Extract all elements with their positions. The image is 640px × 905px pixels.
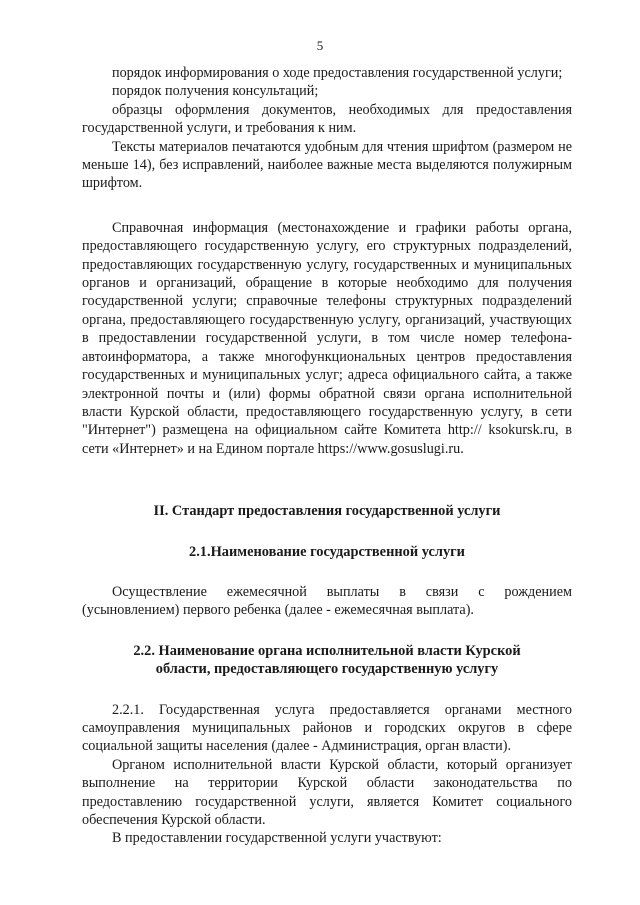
paragraph-2-2-1: 2.2.1. Государственная услуга предоставляется органами местного самоуправления муниципальных районов и городских округов в сфере социальной защиты населения (далее - Администрация, орган власти). xyxy=(82,701,572,755)
paragraph-document-samples: образцы оформления документов, необходимых для предоставления государственной услуги, и требования к ним. xyxy=(82,101,572,137)
spacer xyxy=(82,521,572,543)
spacer xyxy=(82,620,572,642)
page-content xyxy=(82,64,572,848)
paragraph-executive-organ: Органом исполнительной власти Курской области, который организует выполнение на территории Курской области законодательства по предоставлению государственной услуги, является Комитет социального обеспечения Курской области. xyxy=(82,756,572,828)
paragraph-font-requirements: Тексты материалов печатаются удобным для чтения шрифтом (размером не меньше 14), без исправлений, наиболее важные места выделяются полужирным шрифтом. xyxy=(82,138,572,192)
subsection-2-2-title-line1: 2.2. Наименование органа исполнительной власти Курской xyxy=(133,642,521,659)
paragraph-info-order: порядок информирования о ходе предоставления государственной услуги; xyxy=(112,65,563,81)
spacer xyxy=(82,679,572,701)
spacer xyxy=(82,561,572,583)
paragraph-reference-info: Справочная информация (местонахождение и графики работы органа, предоставляющего государственную услугу, его структурных подразделений, предоставляющих государственную услугу, государственных и муниципальных органов и организаций, обращение в которые необходимо для получения государственной услуги; справочные телефоны структурных подразделений органа, предоставляющего государственную услугу, организаций, участвующих в предоставлении государственной услуги, в том числе номер телефона-автоинформатора, а также многофункциональных центров предоставления государственных и муниципальных услуг; адреса официального сайта, а также электронной почты и (или) формы обратной связи органа исполнительной власти Курской области, предоставляющего государственную услугу, в сети "Интернет") размещена на официальном сайте Комитета http:// ksokursk.ru, в сети «Интернет» и на Едином портале https://www.gosuslugi.ru. xyxy=(82,219,572,457)
page-number: 5 xyxy=(316,38,324,53)
spacer xyxy=(82,458,572,502)
subsection-2-1-text: Осуществление ежемесячной выплаты в связи с рождением (усыновлением) первого ребенка (далее - ежемесячная выплата). xyxy=(82,583,572,619)
subsection-2-2-title-line2: области, предоставляющего государственную услугу xyxy=(155,661,499,678)
paragraph-participants: В предоставлении государственной услуги участвуют: xyxy=(112,830,442,847)
paragraph-consultations: порядок получения консультаций; xyxy=(112,83,319,100)
section-title: II. Стандарт предоставления государственной услуги xyxy=(153,503,501,520)
subsection-2-1-title: 2.1.Наименование государственной услуги xyxy=(189,543,465,560)
spacer xyxy=(82,193,572,219)
